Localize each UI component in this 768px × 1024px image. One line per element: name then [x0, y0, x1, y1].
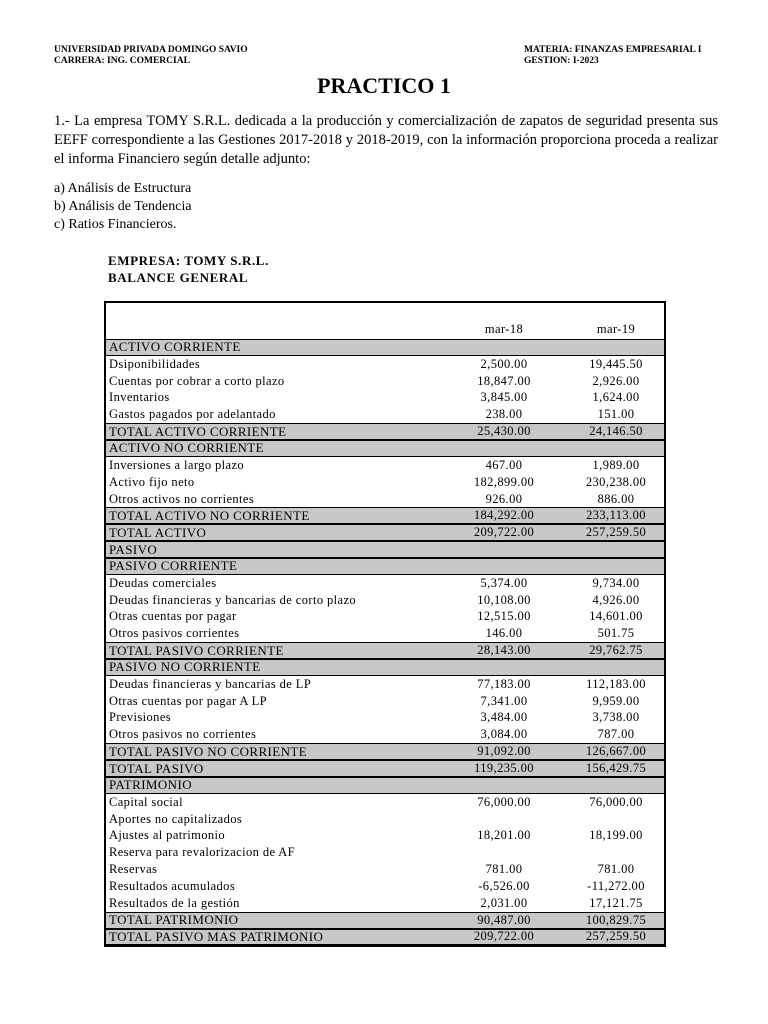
row-label: TOTAL PASIVO CORRIENTE	[109, 642, 284, 658]
row-label: Otros pasivos corrientes	[109, 626, 240, 641]
value-period-2: 100,829.75	[585, 912, 647, 927]
section-row	[106, 558, 664, 575]
value-period-2: 126,667.00	[585, 744, 647, 759]
table-row	[106, 390, 664, 407]
table-row	[106, 844, 664, 861]
section-row	[106, 440, 664, 457]
value-period-1: 184,292.00	[473, 508, 535, 523]
value-period-2: 19,445.50	[589, 356, 643, 371]
table-row	[106, 710, 664, 727]
value-period-2: 1,989.00	[592, 457, 640, 472]
row-label: Deudas financieras y bancarias de corto plazo	[109, 592, 357, 607]
row-label: Ajustes al patrimonio	[109, 828, 226, 843]
course-name: MATERIA: FINANZAS EMPRESARIAL I	[524, 45, 702, 55]
table-row	[106, 878, 664, 895]
report-heading	[108, 252, 269, 286]
table-row	[106, 693, 664, 710]
section-row	[106, 659, 664, 676]
row-label: Otros pasivos no corrientes	[109, 727, 257, 742]
row-label: ACTIVO CORRIENTE	[109, 339, 241, 355]
value-period-1: -6,526.00	[478, 878, 530, 893]
university-name: UNIVERSIDAD PRIVADA DOMINGO SAVIO	[54, 45, 248, 55]
total-row	[106, 760, 664, 777]
report-title: BALANCE GENERAL	[108, 270, 249, 285]
row-label: TOTAL PASIVO	[109, 760, 204, 776]
table-row	[106, 811, 664, 828]
table-row	[106, 609, 664, 626]
table-body	[106, 339, 664, 945]
value-period-2: 4,926.00	[592, 592, 640, 607]
column-header-period-1: mar-18	[484, 322, 524, 336]
value-period-2: 2,926.00	[592, 373, 640, 388]
term-name: GESTION: I-2023	[524, 56, 599, 66]
table-row	[106, 827, 664, 844]
table-row	[106, 625, 664, 642]
value-period-2: 17,121.75	[589, 895, 643, 910]
table-row	[106, 794, 664, 811]
row-label: Activo fijo neto	[109, 474, 195, 489]
row-label: TOTAL ACTIVO NO CORRIENTE	[109, 507, 310, 523]
row-label: TOTAL ACTIVO CORRIENTE	[109, 423, 287, 439]
value-period-2: 233,113.00	[586, 508, 646, 523]
task-item: c) Ratios Financieros.	[54, 217, 177, 232]
row-label: TOTAL PASIVO MAS PATRIMONIO	[109, 928, 324, 944]
company-name: EMPRESA: TOMY S.R.L.	[108, 253, 269, 268]
value-period-1: 238.00	[485, 407, 523, 422]
value-period-2: 151.00	[597, 407, 635, 422]
value-period-1: 10,108.00	[477, 592, 531, 607]
task-item: b) Análisis de Tendencia	[54, 199, 192, 214]
row-label: PASIVO NO CORRIENTE	[109, 659, 261, 675]
value-period-1: 2,031.00	[480, 895, 528, 910]
value-period-2: 29,762.75	[589, 643, 643, 658]
value-period-2: 3,738.00	[592, 710, 640, 725]
career-name: CARRERA: ING. COMERCIAL	[54, 56, 190, 66]
value-period-1: 119,235.00	[474, 761, 534, 776]
total-row	[106, 929, 664, 946]
value-period-2: 76,000.00	[589, 794, 643, 809]
value-period-1: 76,000.00	[477, 794, 531, 809]
section-row	[106, 339, 664, 356]
value-period-2: 112,183.00	[586, 676, 646, 691]
value-period-1: 467.00	[485, 457, 523, 472]
problem-statement: 1.- La empresa TOMY S.R.L. dedicada a la producción y comercialización de zapatos de seguridad presenta sus EEFF correspondiente a las Gestiones 2017-2018 y 2018-2019, con la información proporciona proceda a realizar el informa Financiero según detalle adjunto:	[54, 113, 718, 167]
row-label: Resultados acumulados	[109, 878, 236, 893]
row-label: Gastos pagados por adelantado	[109, 407, 276, 422]
value-period-1: 28,143.00	[477, 643, 531, 658]
row-label: Deudas financieras y bancarias de LP	[109, 676, 312, 691]
row-label: Capital social	[109, 794, 183, 809]
row-label: TOTAL PASIVO NO CORRIENTE	[109, 743, 308, 759]
value-period-2: 9,734.00	[592, 575, 640, 590]
table-row	[106, 726, 664, 743]
value-period-2: 501.75	[597, 626, 635, 641]
row-label: Deudas comerciales	[109, 575, 217, 590]
table-row	[106, 895, 664, 912]
value-period-1: 926.00	[485, 491, 523, 506]
table-row	[106, 406, 664, 423]
total-row	[106, 524, 664, 541]
row-label: Otras cuentas por pagar	[109, 609, 237, 624]
value-period-1: 3,084.00	[480, 727, 528, 742]
university-header	[54, 45, 248, 67]
row-label: Previsiones	[109, 710, 172, 725]
row-label: Aportes no capitalizados	[109, 811, 243, 826]
value-period-2: 781.00	[597, 862, 635, 877]
value-period-1: 209,722.00	[473, 929, 535, 944]
row-label: Otras cuentas por pagar A LP	[109, 693, 268, 708]
row-label: Cuentas por cobrar a corto plazo	[109, 373, 285, 388]
row-label: Reserva para revalorizacion de AF	[109, 845, 296, 860]
value-period-1: 12,515.00	[477, 609, 531, 624]
table-row	[106, 457, 664, 474]
table-row	[106, 491, 664, 508]
value-period-1: 3,845.00	[480, 390, 528, 405]
course-header	[524, 45, 701, 67]
table-row	[106, 861, 664, 878]
row-label: Inventarios	[109, 390, 170, 405]
value-period-2: 14,601.00	[589, 609, 643, 624]
value-period-1: 25,430.00	[477, 424, 531, 439]
task-item: a) Análisis de Estructura	[54, 181, 192, 196]
total-row	[106, 642, 664, 659]
value-period-1: 91,092.00	[477, 744, 531, 759]
section-row	[106, 777, 664, 794]
table-row	[106, 676, 664, 693]
value-period-2: 886.00	[597, 491, 635, 506]
value-period-1: 18,847.00	[477, 373, 531, 388]
value-period-1: 90,487.00	[477, 912, 531, 927]
value-period-2: 24,146.50	[589, 424, 643, 439]
task-list	[54, 180, 192, 234]
value-period-1: 2,500.00	[480, 356, 528, 371]
value-period-2: 257,259.50	[585, 525, 647, 540]
row-label: Reservas	[109, 862, 158, 877]
row-label: PASIVO	[109, 541, 158, 557]
value-period-1: 7,341.00	[480, 693, 528, 708]
row-label: PASIVO CORRIENTE	[109, 558, 238, 574]
table-row	[106, 592, 664, 609]
row-label: Dsiponibilidades	[109, 356, 201, 371]
row-label: Otros activos no corrientes	[109, 491, 255, 506]
column-header-row	[106, 303, 664, 339]
row-label: Resultados de la gestión	[109, 895, 240, 910]
value-period-2: 257,259.50	[585, 929, 647, 944]
table-row	[106, 373, 664, 390]
row-label: Inversiones a largo plazo	[109, 457, 245, 472]
column-header-period-2: mar-19	[596, 322, 636, 336]
table-row	[106, 356, 664, 373]
value-period-1: 3,484.00	[480, 710, 528, 725]
value-period-2: 18,199.00	[589, 828, 643, 843]
row-label: PATRIMONIO	[109, 777, 192, 793]
value-period-1: 5,374.00	[480, 575, 528, 590]
value-period-2: 156,429.75	[585, 761, 647, 776]
row-label: TOTAL PATRIMONIO	[109, 912, 239, 928]
total-row	[106, 743, 664, 760]
value-period-1: 77,183.00	[477, 676, 531, 691]
value-period-2: -11,272.00	[587, 878, 645, 893]
table-row	[106, 474, 664, 491]
total-row	[106, 912, 664, 929]
total-row	[106, 507, 664, 524]
section-row	[106, 541, 664, 558]
value-period-2: 787.00	[597, 727, 635, 742]
row-label: TOTAL ACTIVO	[109, 524, 207, 540]
row-label: ACTIVO NO CORRIENTE	[109, 440, 264, 456]
value-period-2: 1,624.00	[592, 390, 640, 405]
value-period-1: 209,722.00	[473, 525, 535, 540]
value-period-1: 781.00	[485, 862, 523, 877]
value-period-2: 9,959.00	[592, 693, 640, 708]
balance-sheet-table	[104, 301, 666, 947]
document-title: PRACTICO 1	[317, 73, 451, 98]
value-period-2: 230,238.00	[585, 474, 647, 489]
total-row	[106, 423, 664, 440]
value-period-1: 18,201.00	[477, 828, 531, 843]
table-row	[106, 575, 664, 592]
value-period-1: 146.00	[485, 626, 523, 641]
value-period-1: 182,899.00	[473, 474, 535, 489]
